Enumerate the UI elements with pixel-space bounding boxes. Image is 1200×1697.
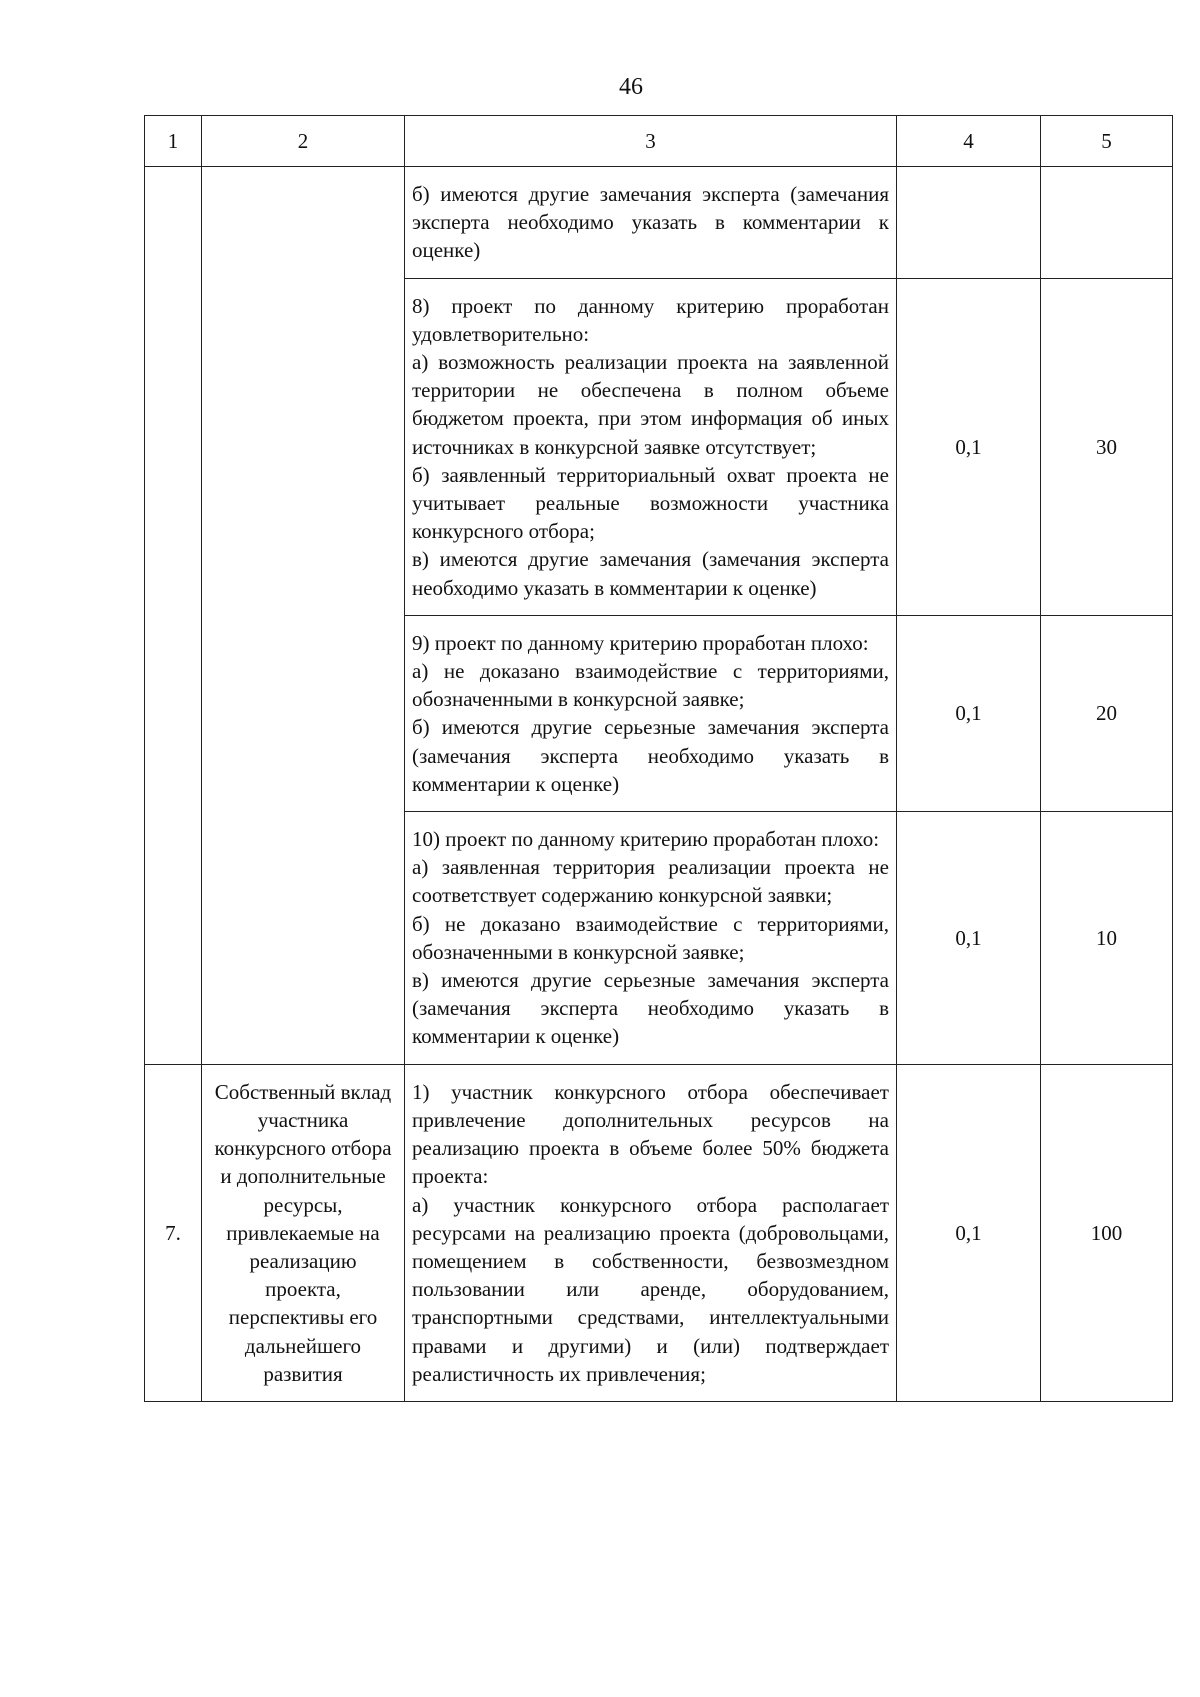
description-line: 8) проект по данному критерию проработан удовлетворительно: xyxy=(412,293,889,346)
description-line: б) не доказано взаимодействие с территориями, обозначенными в конкурсной заявке; xyxy=(412,911,889,964)
description-line: б) имеются другие замечания эксперта (замечания эксперта необходимо указать в комментарии к оценке) xyxy=(412,182,889,263)
criterion-description xyxy=(405,615,897,811)
header-cell-3: 3 xyxy=(405,116,897,167)
weight-cell: 0,1 xyxy=(897,278,1041,615)
criterion-name-cell-empty xyxy=(202,167,405,1065)
description-line: в) имеются другие серьезные замечания эксперта (замечания эксперта необходимо указать в комментарии к оценке) xyxy=(412,968,889,1049)
description-line: а) участник конкурсного отбора располагает ресурсами на реализацию проекта (добровольцами, помещением в собственности, безвозмездном пользовании или аренде, оборудованием, транспортными средствами, интеллектуальными правами и другими) и (или) подтверждает реалистичность их привлечения; xyxy=(412,1192,889,1386)
weight-cell: 0,1 xyxy=(897,812,1041,1065)
criteria-table xyxy=(144,115,1173,1402)
table-row xyxy=(145,167,1173,279)
description-line: б) имеются другие серьезные замечания эксперта (замечания эксперта необходимо указать в комментарии к оценке) xyxy=(412,715,889,796)
score-cell: 30 xyxy=(1041,278,1173,615)
criterion-description xyxy=(405,278,897,615)
description-line: в) имеются другие замечания (замечания эксперта необходимо указать в комментарии к оценке) xyxy=(412,547,889,600)
description-line: а) не доказано взаимодействие с территориями, обозначенными в конкурсной заявке; xyxy=(412,659,889,712)
header-row xyxy=(145,116,1173,167)
criterion-description xyxy=(405,167,897,279)
header-cell-4: 4 xyxy=(897,116,1041,167)
header-cell-5: 5 xyxy=(1041,116,1173,167)
description-line: 10) проект по данному критерию проработан плохо: xyxy=(412,827,880,852)
score-cell xyxy=(1041,167,1173,279)
score-cell: 100 xyxy=(1041,1064,1173,1401)
weight-cell: 0,1 xyxy=(897,1064,1041,1401)
header-cell-1: 1 xyxy=(145,116,202,167)
page-number: 46 xyxy=(619,74,643,100)
score-cell: 20 xyxy=(1041,615,1173,811)
criterion-number: 7. xyxy=(145,1064,202,1401)
description-line: 1) участник конкурсного отбора обеспечивает привлечение дополнительных ресурсов на реализацию проекта в объеме более 50% бюджета проекта: xyxy=(412,1079,889,1189)
description-line: а) возможность реализации проекта на заявленной территории не обеспечена в полном объеме бюджетом проекта, при этом информация об иных источниках в конкурсной заявке отсутствует; xyxy=(412,350,889,459)
description-line: а) заявленная территория реализации проекта не соответствует содержанию конкурсной заявки; xyxy=(412,855,889,908)
header-cell-2: 2 xyxy=(202,116,405,167)
table-row xyxy=(145,1064,1173,1401)
weight-cell xyxy=(897,167,1041,279)
description-line: 9) проект по данному критерию проработан плохо: xyxy=(412,630,869,655)
score-cell: 10 xyxy=(1041,812,1173,1065)
criterion-description xyxy=(405,1064,897,1401)
weight-cell: 0,1 xyxy=(897,615,1041,811)
criterion-name: Собственный вклад участника конкурсного отбора и дополнительные ресурсы, привлекаемые на реализацию проекта, перспективы его дальнейшего развития xyxy=(202,1064,405,1401)
description-line: б) заявленный территориальный охват проекта не учитывает реальные возможности участника конкурсного отбора; xyxy=(412,462,889,544)
number-cell-empty xyxy=(145,167,202,1065)
criterion-description xyxy=(405,812,897,1065)
